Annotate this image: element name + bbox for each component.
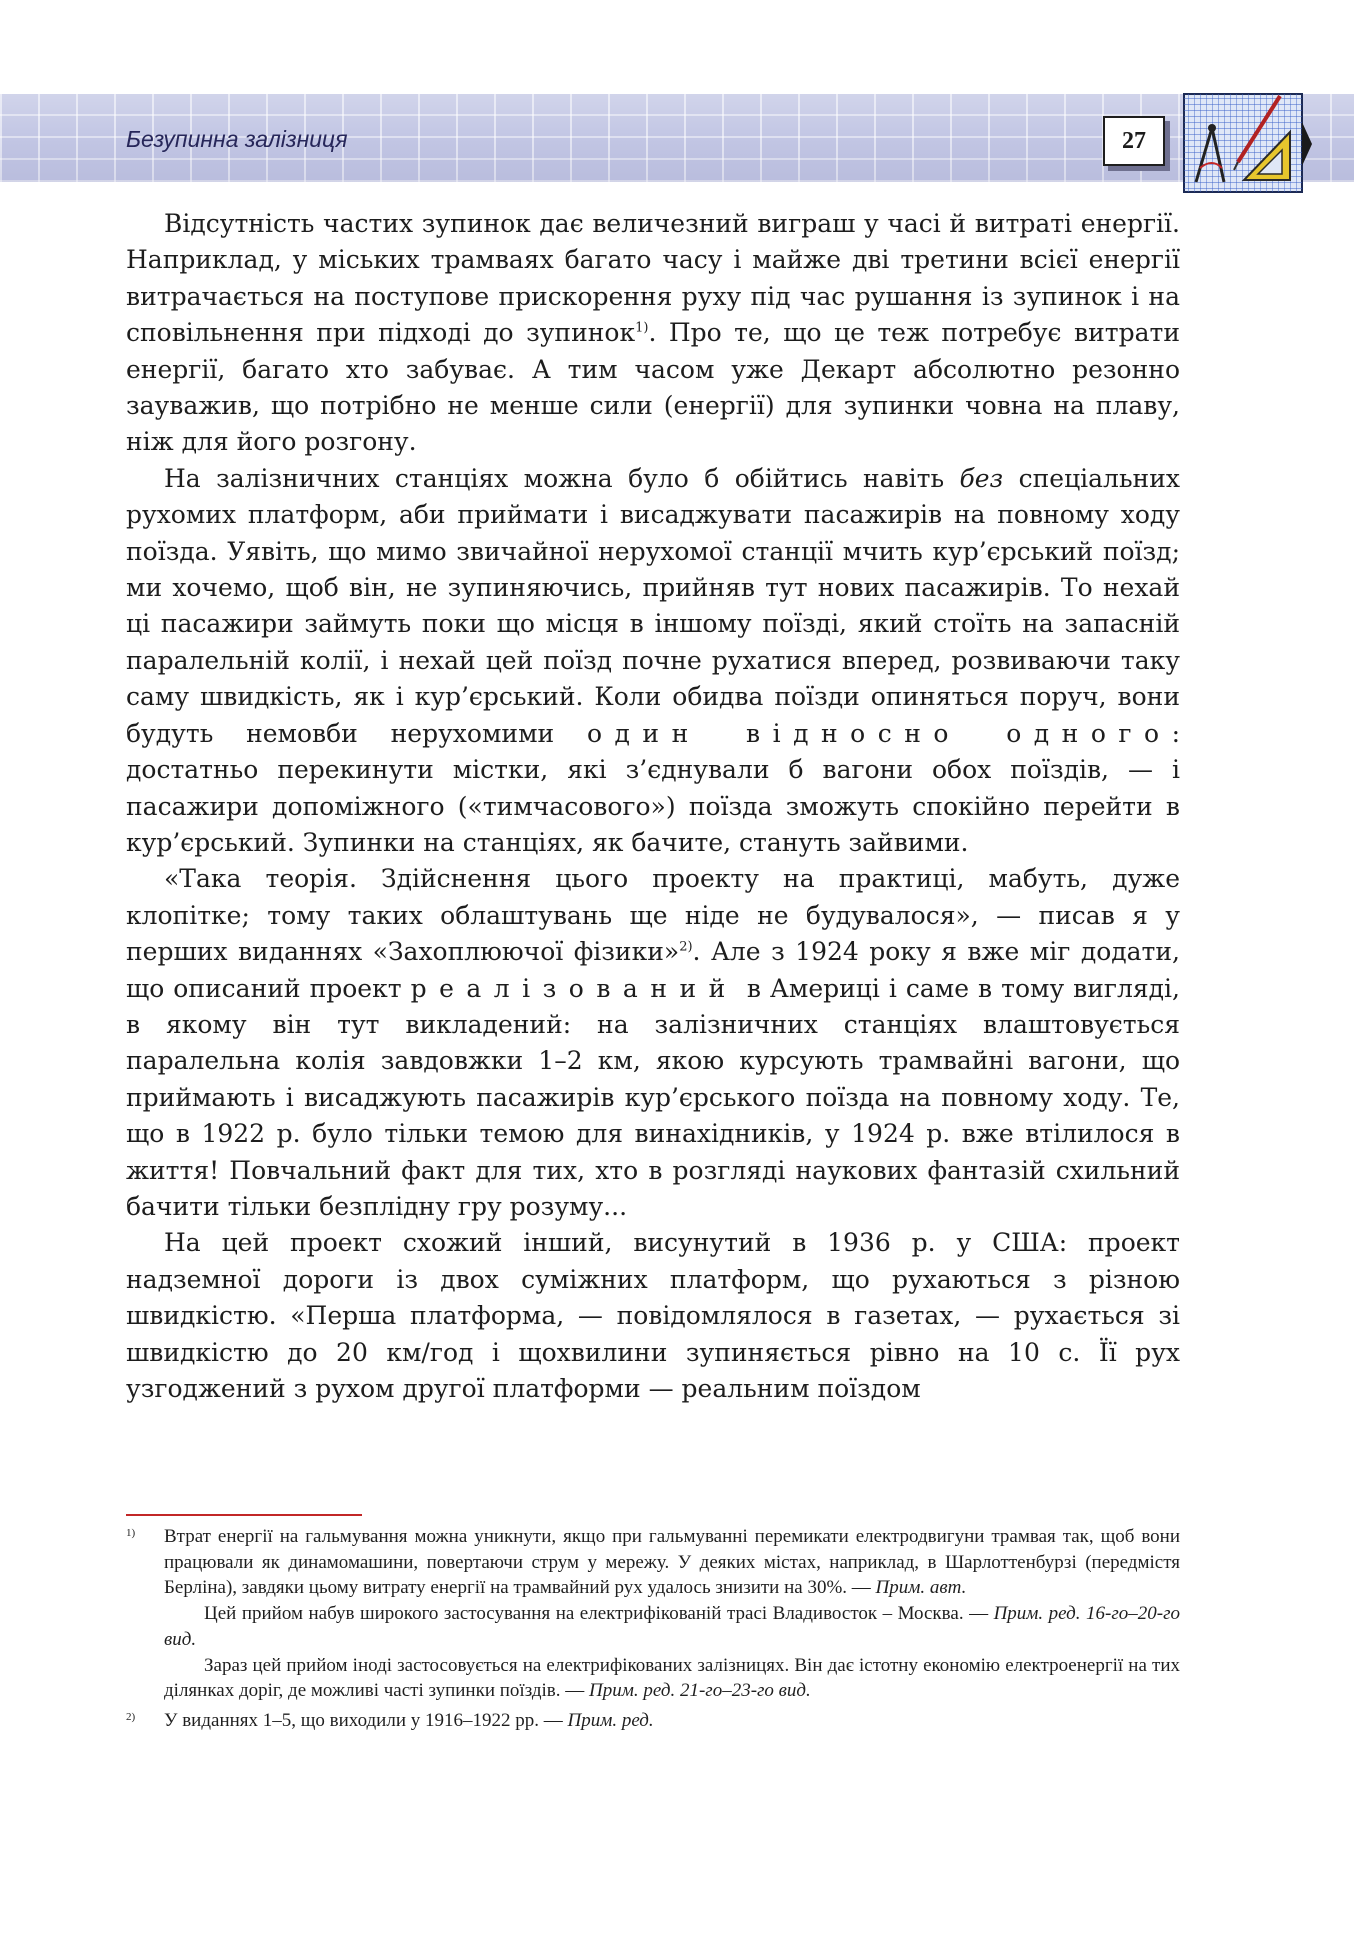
footnote-1-editor-note-1: Цей прийом набув широкого застосування на електрифікованій трасі Владивосток – Москва. — Прим. ред. 16-го–20-го вид. (164, 1603, 1180, 1650)
footnote-ref-1: 1) (635, 320, 649, 336)
spaced-word: реалізований (410, 973, 738, 1003)
footnote-2-text: У виданнях 1–5, що виходили у 1916–1922 рр. — Прим. ред. (164, 1709, 654, 1731)
spaced-phrase: один відносно одного (586, 718, 1172, 748)
running-title: Безупинна залізниця (126, 126, 348, 152)
paragraph-4: На цей проект схожий інший, висунутий в 1936 р. у США: проект надземної дороги із двох суміжних платформ, що рухаються з різною швидкістю. «Перша платформа, — повідомлялося в газетах, — рухається зі швидкістю до 20 км/год і щохвилини зупиняється рівно на 10 с. Її рух узгоджений з рухом другої платформи — реальним поїздом (126, 1228, 1180, 1403)
footnote-1-text: Втрат енергії на гальмування можна уникнути, якщо при гальмуванні перемикати електродвигуни трамвая так, щоб вони працювали як динамомашини, повертаючи струм у мережу. У деяких містах, наприклад, в Шарлоттенбурзі (передмістя Берліна), завдяки цьому витрату енергії на трамвайний рух удалось знизити на 30%. — Прим. авт. (164, 1526, 1180, 1599)
paragraph-3: «Така теорія. Здійснення цього проекту на практиці, мабуть, дуже клопітке; тому таких облаштувань ще ніде не будувалося», — писав я у перших виданнях «Захоплюючої фізики»$^{2)}$. Але з 1924 року я вже міг додати, що описаний проект реалізований в Америці і саме в тому вигляді, в якому він тут викладений: на залізничних станціях влаштовується паралельна колія завдовжки 1–2 км, якою курсують трамвайні вагони, що приймають і висаджують пасажирів кур’єрського поїзда на повному ходу. Те, що в 1922 р. було тільки темою для винахідників, у 1924 р. вже втілилося в життя! Повчальний факт для тих, хто в розгляді наукових фантазій схильний бачити тільки безплідну гру розуму... (126, 864, 1181, 1221)
footnote-2-number: 2) (126, 1710, 136, 1723)
page-number (1103, 116, 1165, 166)
footnote-2 (126, 1708, 1180, 1734)
footnote-divider (126, 1514, 362, 1516)
paragraph-1: Відсутність частих зупинок дає величезний виграш у часі й витраті енергії. Наприклад, у міських трамваях багато часу і майже дві третини всієї енергії витрачається на поступове прискорення руху під час рушання із зупинок і на сповільнення при підході до зупинок$^{1)}$. Про те, що це теж потребує витрати енергії, багато хто забуває. А тим часом уже Декарт абсолютно резонно зауважив, що потрібно не менше сили (енергії) для зупинки човна на плаву, ніж для його розгону. (126, 209, 1180, 457)
paragraph-2: На залізничних станціях можна було б обійтись навіть без спеціальних рухомих платформ, аби приймати і висаджувати пасажирів на повному ходу поїзда. Уявіть, що мимо звичайної нерухомої станції мчить кур’єрський поїзд; ми хочемо, щоб він, не зупиняючись, прийняв тут нових пасажирів. То нехай ці пасажири займуть поки що місця в іншому поїзді, який стоїть на запасній паралельній колії, і нехай цей поїзд почне рухатися вперед, розвиваючи таку саму швидкість, як і кур’єрський. Коли обидва поїзди опиняться поруч, вони будуть немовби нерухомими один відносно одного: достатньо перекинути містки, які з’єднували б вагони обох поїздів, — і пасажири допоміжного («тимчасового») поїзда зможуть спокійно перейти в кур’єрський. Зупинки на станціях, як бачите, стануть зайвими. (126, 463, 1180, 857)
emphasis-word: без (959, 463, 1004, 493)
footnote-1 (126, 1524, 1180, 1704)
drafting-tools-icon (1182, 92, 1312, 196)
footnote-ref-2: 2) (679, 939, 693, 955)
footnote-1-number: 1) (126, 1527, 136, 1539)
footnotes (126, 1524, 1180, 1734)
body-text (126, 206, 1180, 1407)
footnote-1-editor-note-2: Зараз цей прийом іноді застосовується на електрифікованих залізницях. Він дає істотну економію електроенергії на тих ділянках доріг, де можливі часті зупинки поїздів. — Прим. ред. 21-го–23-го вид. (164, 1654, 1180, 1702)
page-number-text: 27 (1122, 127, 1146, 154)
